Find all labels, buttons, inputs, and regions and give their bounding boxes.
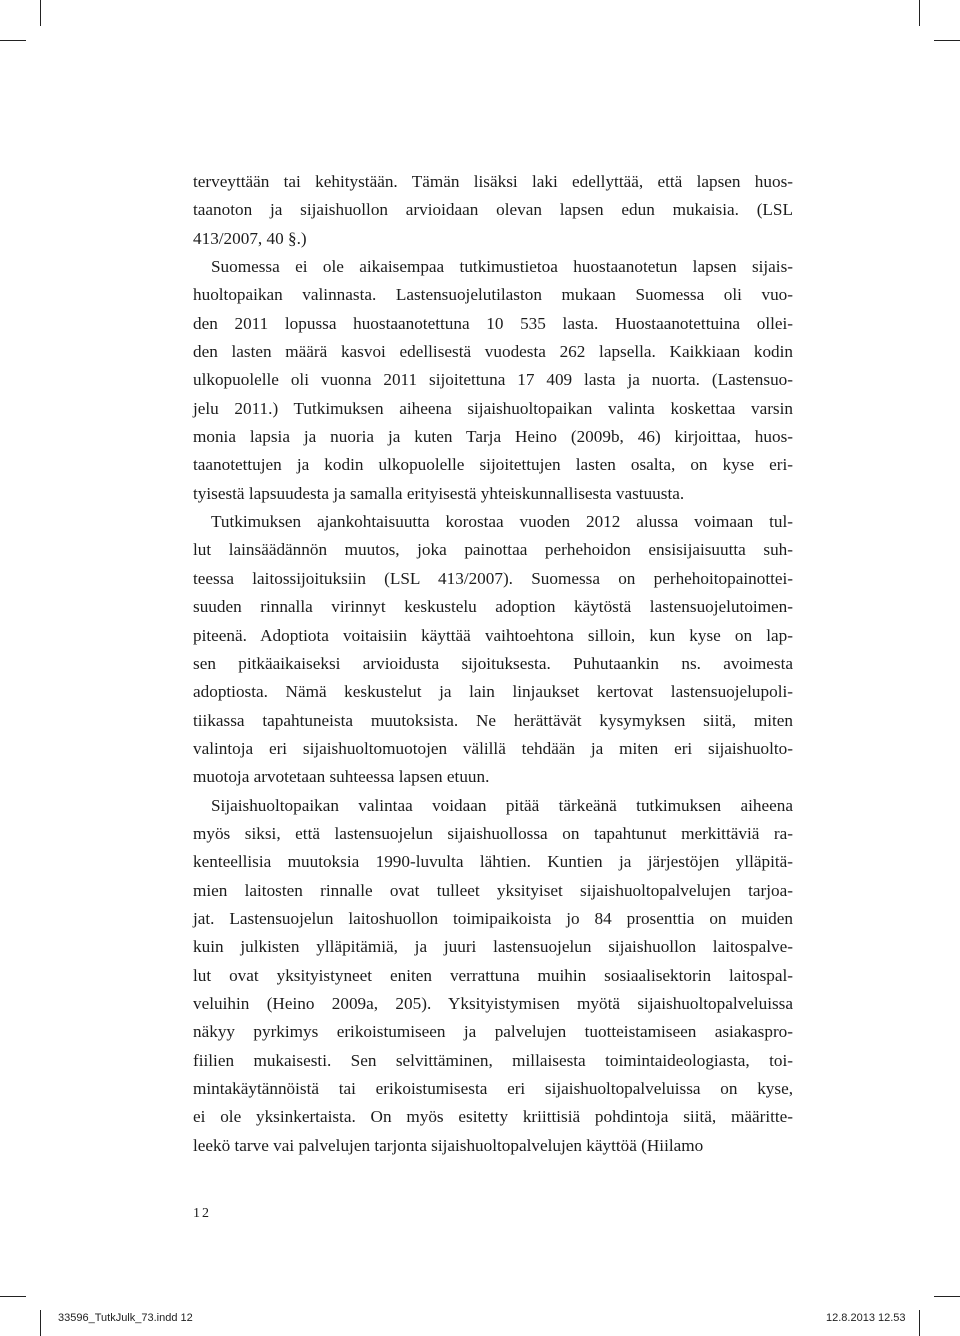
text-line: mintakäytännöistä tai erikoistumisesta eri sijaishuoltopalveluissa on kyse, [193, 1079, 793, 1098]
text-line: lut lainsäädännön muutos, joka painottaa perhehoidon ensisijaisuutta suh- [193, 540, 793, 560]
text-line: ei ole yksinkertaista. On myös esitetty kriittisiä pohdintoja siitä, määritte- [193, 1107, 793, 1127]
crop-mark-bottom-left-h [0, 1296, 26, 1297]
text-line: tiikassa tapahtuneista muutoksista. Ne herättävät kysymyksen siitä, miten [193, 710, 793, 730]
text-line: 413/2007, 40 §.) [193, 228, 307, 248]
body-text [193, 168, 793, 1160]
text-line: monia lapsia ja nuoria ja kuten Tarja Heino (2009b, 46) kirjoittaa, huos- [193, 427, 793, 447]
text-line: lut ovat yksityistyneet eniten verrattuna muihin sosiaalisektorin laitospal- [193, 965, 793, 985]
crop-mark-top-right-h [934, 40, 960, 41]
text-line: Tutkimuksen ajankohtaisuutta korostaa vuoden 2012 alussa voimaan tul- [211, 512, 793, 532]
crop-mark-bottom-left [40, 1310, 41, 1336]
text-line: den lasten määrä kasvoi edellisestä vuodesta 262 lapsella. Kaikkiaan kodin [193, 342, 793, 362]
page-number: 12 [193, 1206, 211, 1221]
text-line: leekö tarve vai palvelujen tarjonta sijaishuoltopalvelujen käyttöä (Hiilamo [193, 1135, 704, 1155]
text-line: näkyy pyrkimys erikoistumiseen ja palvelujen tuotteistamiseen asiakaspro- [193, 1022, 793, 1042]
text-line: muotoja arvotetaan suhteessa lapsen etuun. [193, 767, 490, 787]
paragraph [193, 792, 793, 1160]
crop-mark-bottom-right-h [934, 1296, 960, 1297]
crop-mark-top-left [40, 0, 41, 26]
text-line: jelu 2011.) Tutkimuksen aiheena sijaishuoltopaikan valinta koskettaa varsin [193, 398, 793, 418]
text-line: fiilien mukaisesti. Sen selvittäminen, millaisesta toimintaideologiasta, toi- [193, 1050, 793, 1070]
text-line: taanotettujen ja kodin ulkopuolelle sijoitettujen lasten osalta, on kyse eri- [193, 455, 793, 475]
slug-filename: 33596_TutkJulk_73.indd 12 [58, 1312, 193, 1324]
text-line: kuin julkisten ylläpitämiä, ja juuri lastensuojelun sijaishuollon laitospalve- [193, 937, 793, 957]
text-line: den 2011 lopussa huostaanotettuna 10 535 lasta. Huostaanotettuina ollei- [193, 313, 793, 333]
text-line: teessa laitossijoituksiin (LSL 413/2007). Suomessa on perhehoitopainottei- [193, 568, 793, 588]
text-line: kenteellisia muutoksia 1990-luvulta lähtien. Kuntien ja järjestöjen ylläpitä- [193, 852, 793, 872]
paragraph [193, 253, 793, 508]
text-line: ulkopuolelle oli vuonna 2011 sijoitettuna 17 409 lasta ja nuorta. (Lastensuo- [193, 370, 793, 390]
text-line: sen pitkäaikaiseksi arvioidusta sijoituksesta. Puhutaankin ns. avoimesta [193, 653, 793, 673]
text-line: myös siksi, että lastensuojelun sijaishuollossa on tapahtunut merkittäviä ra- [193, 823, 793, 843]
paragraph [193, 508, 793, 791]
text-line: taanoton ja sijaishuollon arvioidaan olevan lapsen edun mukaisia. (LSL [193, 200, 793, 220]
text-line: veluihin (Heino 2009a, 205). Yksityistymisen myötä sijaishuoltopalveluissa [193, 993, 793, 1013]
crop-mark-bottom-right [919, 1310, 920, 1336]
crop-mark-top-right [919, 0, 920, 26]
text-line: valintoja eri sijaishuoltomuotojen välillä tehdään ja miten eri sijaishuolto- [193, 738, 793, 758]
text-line: terveyttään tai kehitystään. Tämän lisäksi laki edellyttää, että lapsen huos- [193, 172, 793, 191]
text-line: piteenä. Adoptiota voitaisiin käyttää vaihtoehtona silloin, kun kyse on lap- [193, 625, 793, 645]
text-line: Sijaishuoltopaikan valintaa voidaan pitää tärkeänä tutkimuksen aiheena [211, 795, 793, 815]
text-line: Suomessa ei ole aikaisempaa tutkimustietoa huostaanotetun lapsen sijais- [211, 257, 793, 277]
crop-mark-top-left-h [0, 40, 26, 41]
slug-datetime: 12.8.2013 12.53 [826, 1312, 906, 1324]
text-line: huoltopaikan valinnasta. Lastensuojelutilaston mukaan Suomessa oli vuo- [193, 285, 793, 305]
text-line: mien laitosten rinnalle ovat tulleet yksityiset sijaishuoltopalvelujen tarjoa- [193, 880, 793, 900]
text-line: tyisestä lapsuudesta ja samalla erityisestä yhteiskunnallisesta vastuusta. [193, 483, 685, 503]
paragraph [193, 168, 793, 253]
text-line: suuden rinnalla virinnyt keskustelu adoption käytöstä lastensuojelutoimen- [193, 597, 793, 617]
text-line: jat. Lastensuojelun laitoshuollon toimipaikoista jo 84 prosenttia on muiden [193, 908, 793, 928]
text-line: adoptiosta. Nämä keskustelut ja lain linjaukset kertovat lastensuojelupoli- [193, 682, 793, 702]
